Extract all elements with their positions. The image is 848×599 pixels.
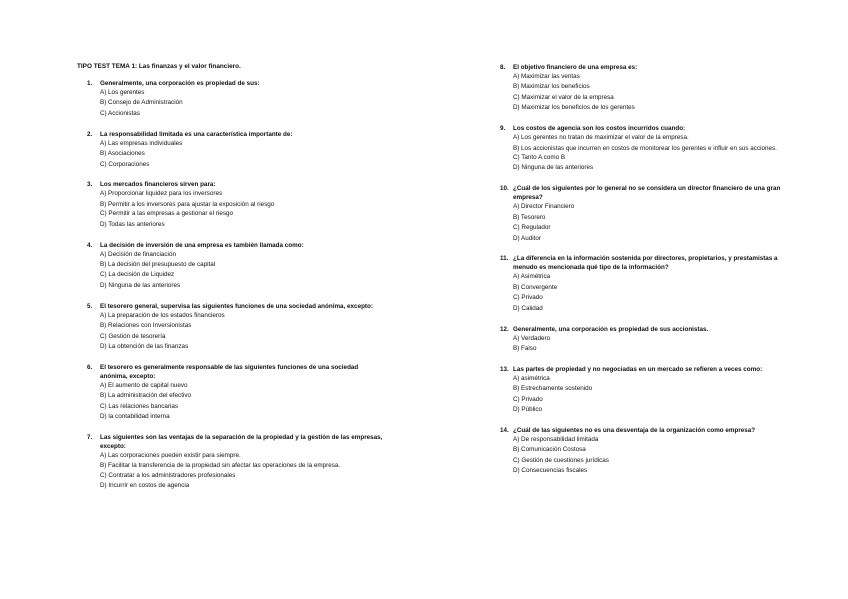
question-header (500, 254, 790, 272)
question-number: 7. (87, 434, 93, 442)
answer-option: A) Las corporaciones pueden existir para siempre. (100, 452, 241, 460)
answer-option: A) La preparación de los estados financieros (100, 311, 225, 319)
answer-option: B) La administración del efectivo (100, 392, 192, 400)
answer-option: D) la contabilidad interna (100, 413, 170, 421)
question-text: Los costos de agencia son los costos incurridos cuando: (513, 125, 686, 133)
question-number: 1. (87, 80, 93, 87)
question-text: ¿Cuál de las siguientes no es una desventaja de la organización como empresa? (513, 427, 756, 435)
question-block (500, 184, 790, 244)
question-text: El tesorero es generalmente responsable de las siguientes funciones de una sociedad anónima, excepto: (100, 363, 359, 380)
answer-option: C) Gestión de cuestiones jurídicas (513, 456, 609, 464)
answer-option: B) Estrechamente sostenido (513, 385, 593, 393)
answer-option: B) Comunicación Costosa (513, 446, 586, 454)
question-number: 12. (500, 325, 509, 333)
answer-option: B) La decisión del presupuesto de capital (100, 261, 216, 269)
question-header (87, 433, 387, 451)
answer-option: C) Las relaciones bancarias (100, 402, 179, 410)
question-block (87, 130, 387, 170)
answer-option: D) La obtención de las finanzas (100, 343, 189, 350)
answer-option: C) Gestión de tesorería (100, 332, 166, 340)
answer-option: D) Público (513, 406, 543, 414)
answer-option: C) Regulador (513, 224, 551, 232)
answer-option: A) Maximizar las ventas (513, 73, 580, 80)
question-text: ¿Cuál de los siguientes por lo general no se considera un director financiero de una gran empresa? (513, 185, 781, 202)
answer-option: A) Las empresas individuales (100, 139, 183, 147)
question-block (87, 433, 387, 492)
answer-options (513, 202, 790, 244)
question-block (500, 124, 790, 174)
question-block (87, 79, 387, 119)
question-header (500, 426, 790, 435)
answer-options (100, 381, 387, 423)
answer-options (100, 139, 387, 170)
question-number: 8. (500, 64, 506, 71)
question-block (500, 63, 790, 114)
question-text: Las siguientes son las ventajas de la separación de la propiedad y la gestión de las empresas, excepto: (100, 434, 383, 451)
answer-option: A) De responsabilidad limitada (513, 436, 599, 444)
question-block (500, 426, 790, 477)
answer-option: B) Los accionistas que incurren en costos de monitorear los gerentes e influir en sus acciones. (513, 144, 777, 152)
answer-option: A) Proporcionar liquidez para los inversores (100, 190, 223, 198)
question-block (500, 325, 790, 355)
left-column (87, 79, 387, 502)
question-header (87, 79, 387, 88)
question-block (87, 363, 387, 423)
question-number: 3. (87, 181, 93, 189)
answer-option: B) Tesorero (513, 213, 546, 221)
answer-option: B) Falso (513, 345, 537, 352)
question-number: 6. (87, 363, 93, 371)
answer-options (100, 88, 387, 119)
answer-option: D) Auditor (513, 234, 541, 242)
question-header (87, 130, 387, 139)
question-header (87, 302, 387, 311)
question-number: 14. (500, 427, 509, 435)
question-header (500, 325, 790, 334)
answer-option: B) Asociaciones (100, 150, 145, 158)
answer-option: A) Director Financiero (513, 203, 575, 211)
answer-option: B) Permitir a los inversores para ajustar la exposición al riesgo (100, 200, 275, 208)
question-block (87, 302, 387, 353)
answer-options (513, 334, 790, 355)
answer-option: C) Contratar a los administradores profesionales (100, 471, 236, 479)
answer-option: B) Consejo de Administración (100, 99, 183, 107)
question-block (500, 365, 790, 416)
question-number: 10. (500, 185, 509, 193)
answer-option: B) Facilitar la transferencia de la propiedad sin afectar las operaciones de la empresa. (100, 462, 341, 470)
answer-option: C) Corporaciones (100, 160, 150, 168)
answer-option: C) Privado (513, 395, 543, 403)
question-text: El objetivo financiero de una empresa es: (513, 64, 638, 71)
question-header (500, 184, 790, 202)
answer-options (513, 72, 790, 114)
answer-option: D) Maximizar los beneficios de los gerentes (513, 104, 635, 112)
answer-option: B) Relaciones con Inversionistas (100, 322, 192, 330)
question-number: 13. (500, 365, 509, 373)
question-header (500, 365, 790, 374)
answer-option: C) Maximizar el valor de la empresa (513, 93, 614, 101)
question-text: La decisión de inversión de una empresa es también llamada como: (100, 241, 304, 249)
answer-option: A) Decisión de financiación (100, 250, 176, 258)
answer-option: D) Todas las anteriores (100, 220, 165, 228)
answer-option: D) Ninguna de las anteriores (100, 281, 181, 289)
question-header (87, 180, 387, 189)
question-number: 5. (87, 302, 93, 310)
answer-option: D) Consecuencias fiscales (513, 467, 588, 475)
answer-options (100, 311, 387, 353)
answer-options (100, 189, 387, 230)
answer-option: D) Calidad (513, 304, 543, 312)
answer-option: B) Maximizar los beneficios (513, 83, 590, 91)
question-text: Las partes de propiedad y no negociadas en un mercado se refieren a veces como: (513, 365, 763, 373)
answer-option: A) Verdadero (513, 334, 551, 342)
question-block (87, 241, 387, 292)
answer-option: A) Los gerentes (100, 89, 145, 96)
answer-option: C) Permitir a las empresas a gestionar el riesgo (100, 210, 233, 218)
question-block (87, 180, 387, 230)
answer-option: D) Ninguna de las anteriores (513, 164, 594, 172)
question-text: Los mercados financieros sirven para: (100, 181, 216, 189)
answer-options (513, 133, 790, 174)
answer-option: C) Privado (513, 294, 543, 302)
answer-options (100, 250, 387, 292)
answer-option: A) asimétrica (513, 374, 550, 382)
question-text: El tesorero general, supervisa las siguientes funciones de una sociedad anónima, excepto: (100, 302, 373, 310)
answer-options (513, 272, 790, 314)
answer-option: C) Tanto A como B (513, 154, 566, 162)
question-number: 2. (87, 130, 93, 138)
question-number: 11. (500, 255, 509, 263)
right-column (500, 63, 790, 487)
answer-options (100, 451, 387, 492)
question-text: ¿La diferencia en la información sostenida por directores, propietarios, y prestamistas a menudo es mencionada qué tipo de la información? (513, 255, 778, 272)
question-header (500, 63, 790, 72)
question-number: 9. (500, 125, 506, 133)
question-text: Generalmente, una corporación es propiedad de sus: (100, 80, 260, 87)
question-text: Generalmente, una corporación es propiedad de sus accionistas. (513, 325, 709, 333)
question-number: 4. (87, 241, 93, 249)
answer-options (513, 435, 790, 477)
answer-option: B) Convergente (513, 283, 558, 291)
question-header (500, 124, 790, 133)
answer-options (513, 374, 790, 416)
answer-option: C) La decisión de Liquidez (100, 271, 175, 279)
answer-option: A) Los gerentes no tratan de maximizar el valor de la empresa. (513, 134, 689, 142)
question-header (87, 241, 387, 250)
answer-option: D) Incurrir en costos de agencia (100, 482, 190, 490)
question-header (87, 363, 387, 381)
answer-option: A) Asimétrica (513, 273, 551, 281)
document-title: TIPO TEST TEMA 1: Las finanzas y el valor financiero. (77, 63, 241, 70)
answer-option: C) Accionistas (100, 109, 140, 117)
question-text: La responsabilidad limitada es una característica importante de: (100, 130, 293, 138)
answer-option: A) El aumento de capital nuevo (100, 381, 188, 389)
question-block (500, 254, 790, 314)
